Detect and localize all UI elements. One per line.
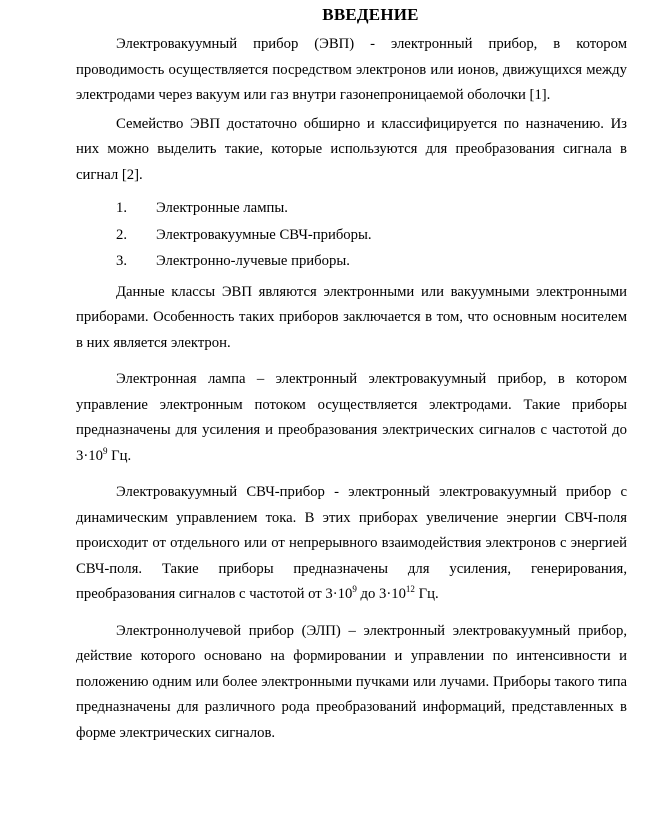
- paragraph-electron-carriers: Данные классы ЭВП являются электронными или вакуумными электронными приборами. Особенность таких приборов заключается в том, что основным носителем в них является электрон.: [76, 283, 627, 351]
- list-item-text: Электронные лампы.: [156, 200, 288, 216]
- frequency-unit: Гц.: [414, 586, 439, 602]
- list-item-number: 3.: [116, 253, 128, 269]
- list-item: [76, 248, 627, 275]
- paragraph-microwave-device: [76, 480, 627, 608]
- paragraph-electron-lamp: [76, 367, 627, 469]
- frequency-exponent: 9: [102, 445, 108, 456]
- frequency-unit: Гц.: [107, 447, 132, 464]
- microwave-device-text: Электровакуумный СВЧ-прибор - электронный электровакуумный прибор с динамическим управлением тока. В этих приборах увеличение энергии СВЧ-поля происходит от отдельного или от непрерывного взаимодействия электронов с энергией СВЧ-поля. Такие приборы предназначены для усиления, генерирования, преобразования сигналов с частотой от 3·10: [76, 484, 627, 602]
- list-item: [76, 195, 627, 222]
- list-item-number: 2.: [116, 226, 128, 243]
- frequency-exponent-high: 12: [405, 584, 415, 595]
- paragraph-definition: Электровакуумный прибор (ЭВП) - электронный прибор, в котором проводимость осуществляется посредством электронов или ионов, движущихся между электродами через вакуум или газ внутри газонепроницаемой оболочки [1].: [76, 36, 627, 103]
- device-types-list: [76, 195, 627, 275]
- list-item-text: Электронно-лучевые приборы.: [156, 253, 350, 269]
- list-item-text: Электровакуумные СВЧ-приборы.: [156, 226, 372, 243]
- list-item: [76, 222, 627, 249]
- paragraph-classification: Семейство ЭВП достаточно обширно и классифицируется по назначению. Из них можно выделить такие, которые используются для преобразования сигнала в сигнал [2].: [76, 115, 627, 183]
- paragraph-cathode-ray-device: Электроннолучевой прибор (ЭЛП) – электронный электровакуумный прибор, действие которого основано на формировании и управлении по интенсивности и положению одним или более электронными пучками или лучами. Приборы такого типа предназначены для различного рода преобразований информаций, представленных в форме электрических сигналов.: [76, 622, 627, 741]
- electron-lamp-text: Электронная лампа – электронный электровакуумный прибор, в котором управление электронным потоком осуществляется электродами. Такие приборы предназначены для усиления и преобразования электрических сигналов с частотой до 3·10: [76, 371, 627, 464]
- frequency-exponent-low: 9: [352, 584, 357, 595]
- page-title: ВВЕДЕНИЕ: [322, 5, 419, 24]
- list-item-number: 1.: [116, 200, 128, 216]
- frequency-range-connector: до 3·10: [356, 586, 406, 602]
